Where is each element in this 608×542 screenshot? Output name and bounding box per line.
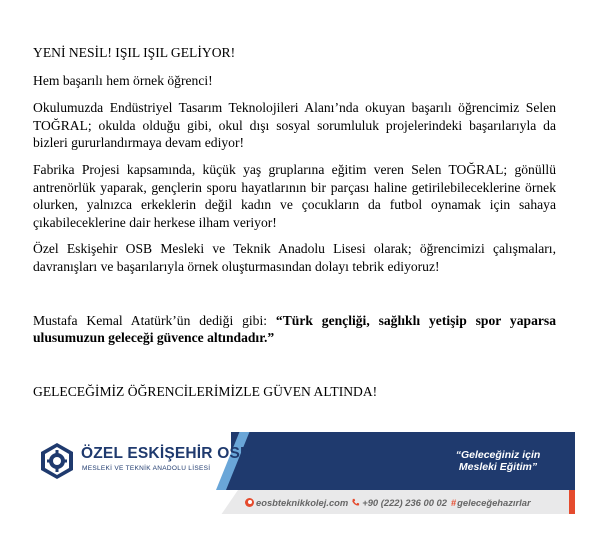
school-subtitle: MESLEKİ VE TEKNİK ANADOLU LİSESİ: [82, 465, 211, 472]
globe-icon: [245, 498, 254, 507]
school-name: ÖZEL ESKİŞEHİR OSB: [81, 445, 252, 462]
paragraph-achievement: Okulumuzda Endüstriyel Tasarım Teknolojileri Alanı’nda okuyan başarılı öğrencimiz Selen TOĞRAL; okulda olduğu gibi, okul dışı sosyal sorumluluk projelerindeki başarılarıyla da bizleri gururlandırmaya devam ediyor!: [33, 100, 556, 151]
phone-icon: [351, 498, 360, 507]
banner-slogan: [428, 449, 568, 473]
school-banner: [33, 432, 575, 514]
phone-number: +90 (222) 236 00 02: [362, 496, 447, 508]
hash-icon: #: [450, 496, 457, 508]
announcement-subtitle: Hem başarılı hem örnek öğrenci!: [33, 72, 213, 88]
paragraph-factory-project: Fabrika Projesi kapsamında, küçük yaş gruplarına eğitim veren Selen TOĞRAL; gönüllü antrenörlük yaparak, gençlerin sporu hayatlarının bir parçası haline getirilebileceklerine örnek olurken, yalnızca erkeklerin değil kadın ve çocukların da futbol oynamak için sahaya çıkabileceklerine dair herkese ilham veriyor!: [33, 161, 556, 230]
logo-icon: [39, 442, 75, 480]
slogan-line-1: “Geleceğiniz için: [455, 449, 541, 461]
paragraph-congratulations: Özel Eskişehir OSB Mesleki ve Teknik Anadolu Lisesi olarak; öğrencimizi çalışmaları, davranışları ve başarılarıyla örnek oluşturmasından dolayı tebrik ediyoruz!: [33, 241, 556, 274]
announcement-title: YENİ NESİL! IŞIL IŞIL GELİYOR!: [33, 45, 236, 60]
contact-info: [245, 495, 531, 509]
website-link[interactable]: eosbteknikkolej.com: [256, 496, 349, 508]
quote-text: “Türk gençliği, sağlıklı yetişip spor yaparsa ulusumuzun geleceği güvence altındadır.”: [33, 312, 556, 346]
quote-intro: Mustafa Kemal Atatürk’ün dediği gibi:: [33, 312, 276, 328]
hashtag: geleceğehazırlar: [457, 496, 531, 508]
announcement-body: [33, 44, 556, 400]
banner-contact-slant: [33, 490, 238, 514]
banner-orange-accent: [569, 490, 575, 514]
slogan-line-2: Mesleki Eğitim”: [458, 461, 538, 473]
ataturk-quote: [33, 312, 556, 347]
closing-line: GELECEĞİMİZ ÖĞRENCİLERİMİZLE GÜVEN ALTINDA!: [33, 383, 378, 399]
